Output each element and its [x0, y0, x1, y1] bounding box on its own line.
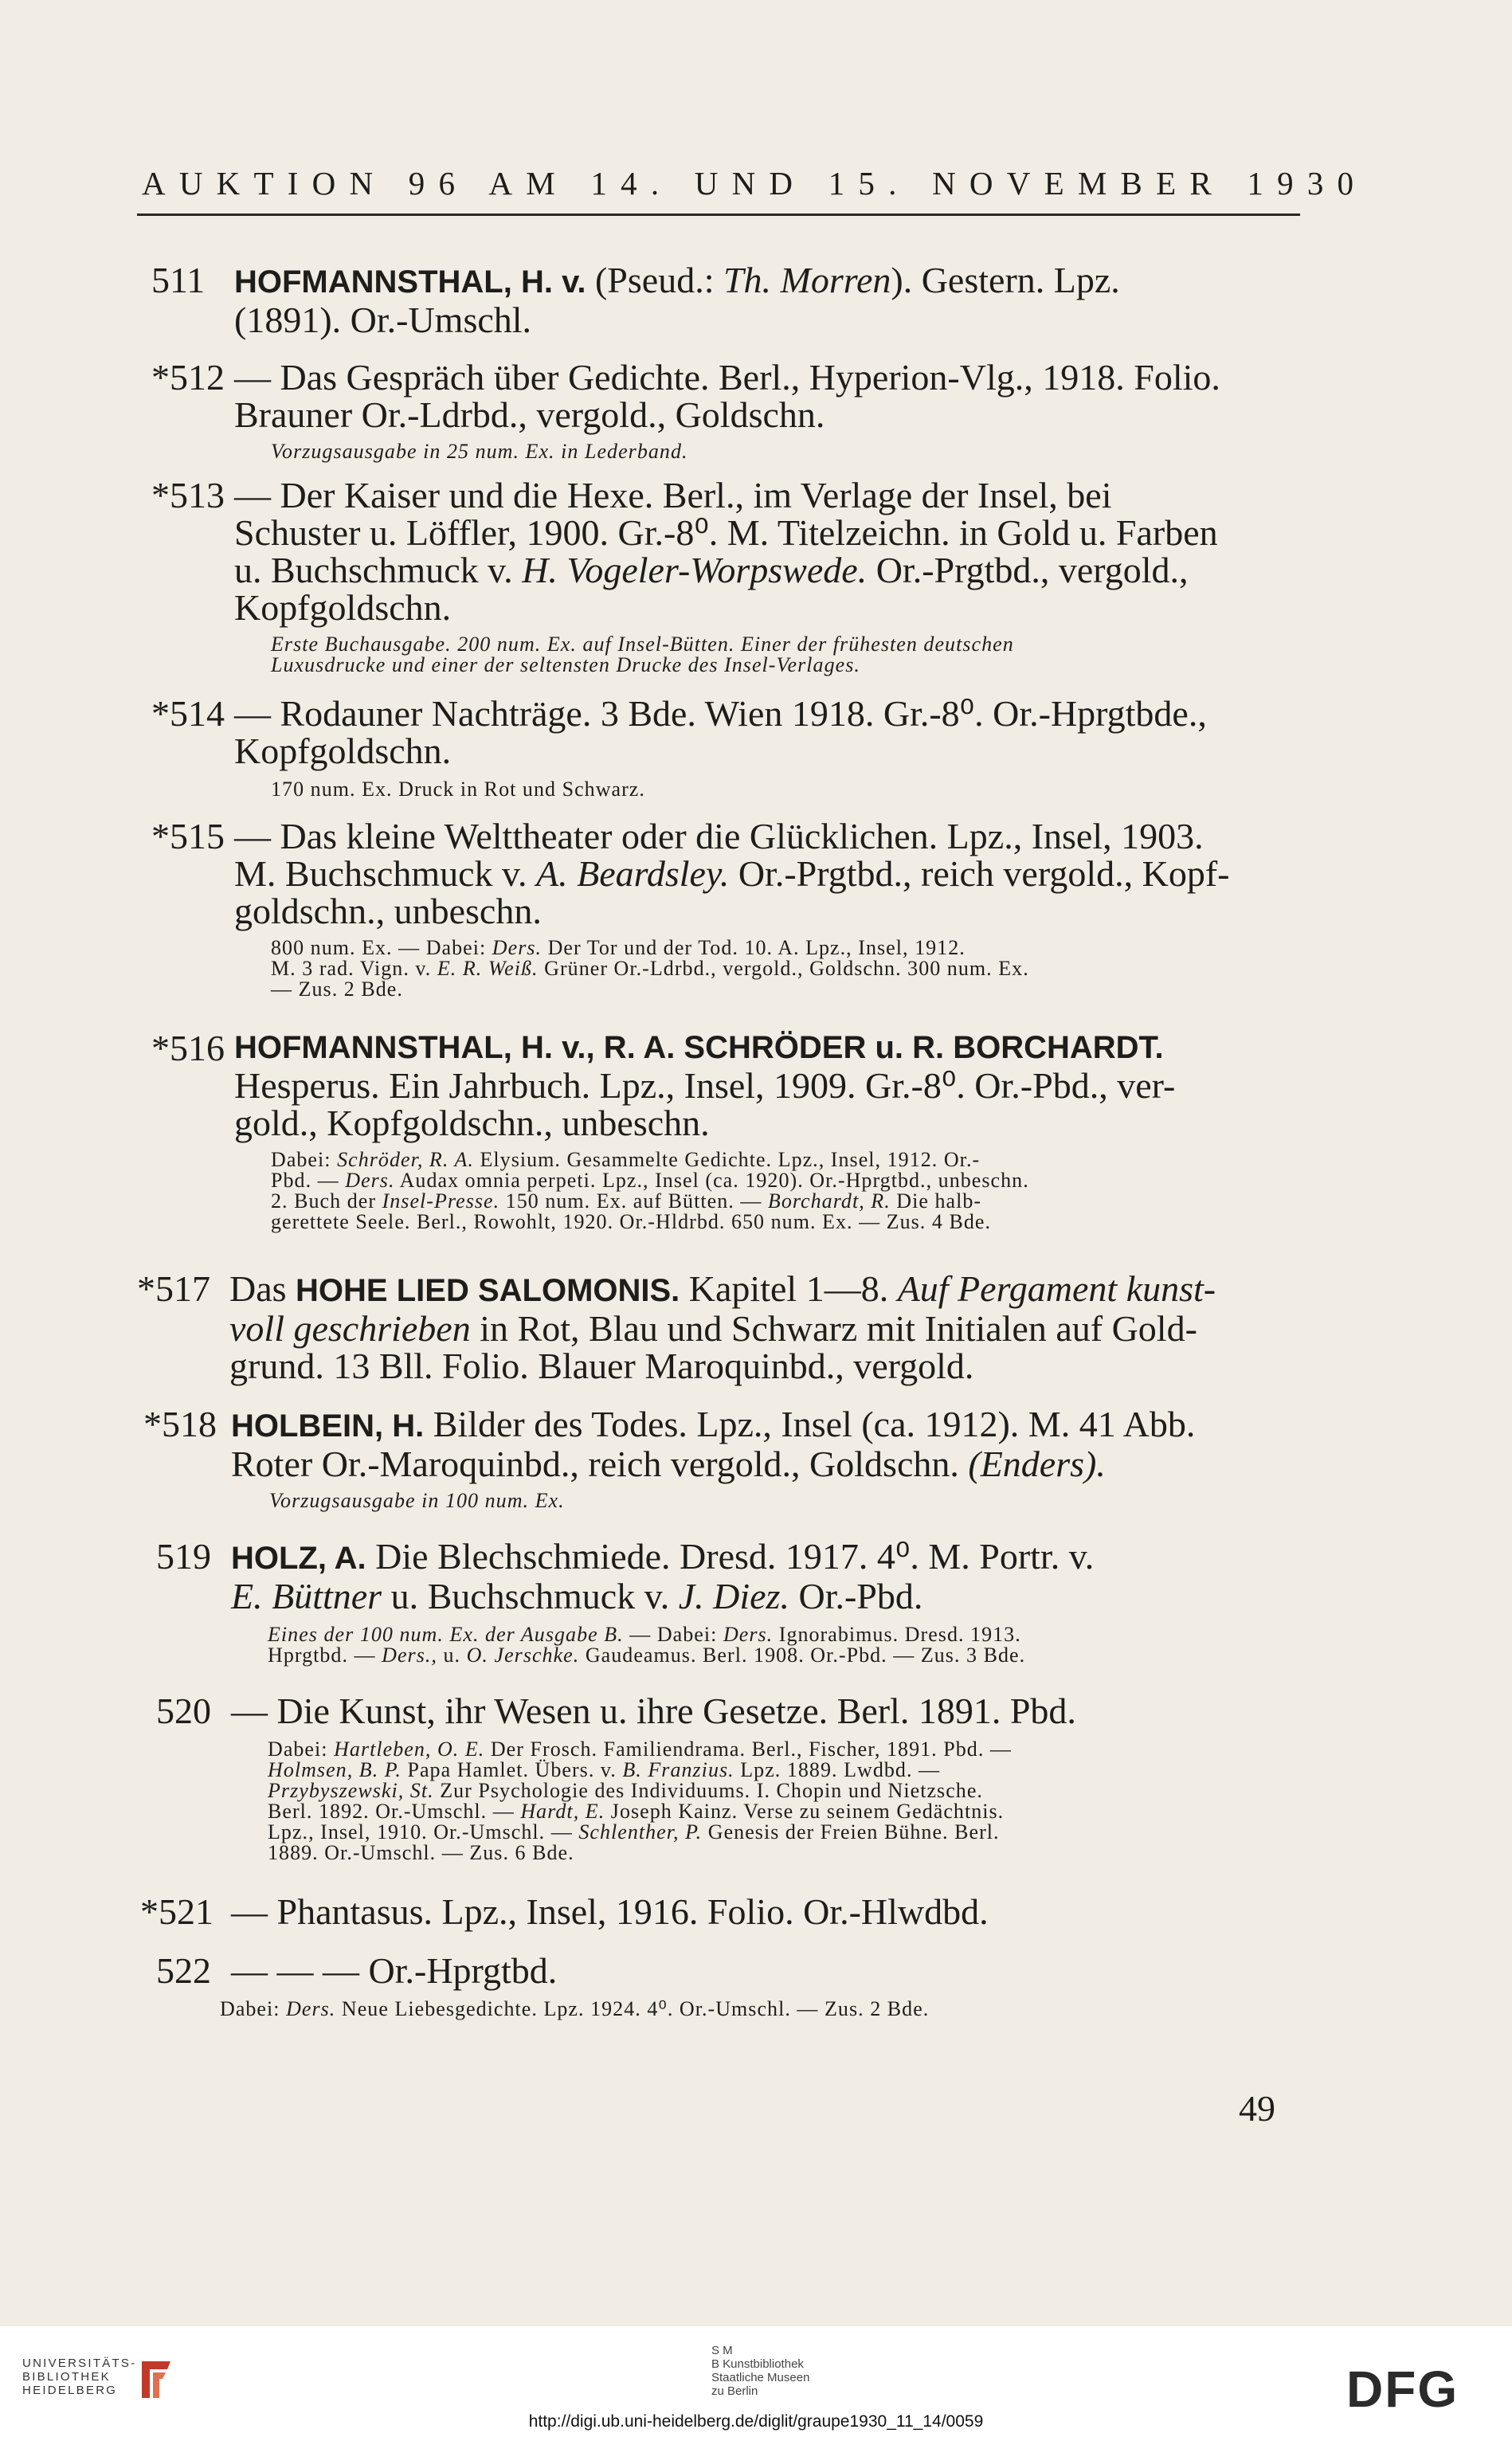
running-header: AUKTION 96 AM 14. UND 15. NOVEMBER 1930: [142, 165, 1368, 202]
lot-note: — Zus. 2 Bde.: [271, 978, 403, 1001]
lot-number: *521: [140, 1891, 213, 1932]
author: HOFMANNSTHAL, H. v., R. A. SCHRÖDER u. R. BORCHARDT.: [234, 1030, 1164, 1065]
lot-number: *517: [137, 1268, 210, 1309]
lot-note: Erste Buchausgabe. 200 num. Ex. auf Insel-Bütten. Einer der frühesten deutschen: [271, 633, 1014, 656]
lot-number: *516: [151, 1028, 225, 1068]
lot-note: Eines der 100 num. Ex. der Ausgabe B. — Dabei: Ders. Ignorabimus. Dresd. 1913.: [268, 1623, 1021, 1646]
lot-note: 1889. Or.-Umschl. — Zus. 6 Bde.: [268, 1841, 574, 1864]
lot-note: M. 3 rad. Vign. v. E. R. Weiß. Grüner Or.-Ldrbd., vergold., Goldschn. 300 num. Ex.: [271, 957, 1029, 980]
lot-512: *512 — Das Gespräch über Gedichte. Berl., Hyperion-Vlg., 1918. Folio. Brauner Or.-Ldrbd., vergold., Goldschn. Vorzugsausgabe in 25 num. Ex. in Lederband.: [151, 358, 1299, 462]
footer-bar: [0, 2326, 1512, 2437]
lot-note: Lpz., Insel, 1910. Or.-Umschl. — Schlenther, P. Genesis der Freien Bühne. Berl.: [268, 1820, 1000, 1843]
lot-note: 170 num. Ex. Druck in Rot und Schwarz.: [271, 778, 645, 801]
university-logo-icon: [135, 2355, 183, 2403]
lot-note: Vorzugsausgabe in 25 num. Ex. in Lederband.: [271, 440, 688, 463]
lot-number: *513: [151, 475, 225, 515]
author: HOLBEIN, H.: [231, 1409, 425, 1444]
lot-518: *518 HOLBEIN, H. Bilder des Todes. Lpz., Insel (ca. 1912). M. 41 Abb. Roter Or.-Maroquinbd., reich vergold., Goldschn. (Enders). Vorzugsausgabe in 100 num. Ex.: [143, 1405, 1291, 1511]
lot-516: *516 HOFMANNSTHAL, H. v., R. A. SCHRÖDER u. R. BORCHARDT. Hesperus. Ein Jahrbuch. Lpz., Insel, 1909. Gr.-8⁰. Or.-Pbd., ver- gold., Kopfgoldschn., unbeschn. Dabei: Schröder, R. A. Elysium. Gesammelte Gedichte. Lpz., Insel, 1912. Or.- Pbd. — Ders. Audax omnia perpeti. Lpz., Insel (ca. 1920). Or.-Hprgtbd., unbeschn. 2. Buch der Insel-Presse. 150 num. Ex. auf Bütten. — Borchardt, R. Die halb- gerettete Seele. Berl., Rowohlt, 1920. Or.-Hldrbd. 650 num. Ex. — Zus. 4 Bde.: [151, 1029, 1299, 1232]
lot-513: *513 — Der Kaiser und die Hexe. Berl., im Verlage der Insel, bei Schuster u. Löffler, 1900. Gr.-8⁰. M. Titelzeichn. in Gold u. Farben u. Buchschmuck v. H. Vogeler-Worpswede. Or.-Prgtbd., vergold., Kopfgoldschn. Erste Buchausgabe. 200 num. Ex. auf Insel-Bütten. Einer der frühesten deutschen Luxusdrucke und einer der seltensten Drucke des Insel-Verlages.: [151, 476, 1299, 676]
lot-note: 800 num. Ex. — Dabei: Ders. Der Tor und der Tod. 10. A. Lpz., Insel, 1912.: [271, 936, 966, 959]
lot-number: *515: [151, 816, 225, 856]
lot-note: Dabei: Hartleben, O. E. Der Frosch. Familiendrama. Berl., Fischer, 1891. Pbd. —: [268, 1738, 1012, 1761]
source-url-link[interactable]: http://digi.ub.uni-heidelberg.de/diglit/graupe1930_11_14/0059: [528, 2412, 984, 2431]
lot-note: Dabei: Schröder, R. A. Elysium. Gesammelte Gedichte. Lpz., Insel, 1912. Or.-: [271, 1148, 981, 1171]
lot-number: 511: [151, 260, 206, 300]
lot-522: 522 — — — Or.-Hprgtbd. Dabei: Ders. Neue Liebesgedichte. Lpz. 1924. 4⁰. Or.-Umschl. — Zus. 2 Bde.: [156, 1952, 1303, 2020]
university-library-label: UNIVERSITÄTS- BIBLIOTHEK HEIDELBERG: [22, 2357, 137, 2397]
lot-515: *515 — Das kleine Welttheater oder die Glücklichen. Lpz., Insel, 1903. M. Buchschmuck v. A. Beardsley. Or.-Prgtbd., reich vergold., Kopf- goldschn., unbeschn. 800 num. Ex. — Dabei: Ders. Der Tor und der Tod. 10. A. Lpz., Insel, 1912. M. 3 rad. Vign. v. E. R. Weiß. Grüner Or.-Ldrbd., vergold., Goldschn. 300 num. Ex. — Zus. 2 Bde.: [151, 817, 1299, 1000]
lot-number: *514: [151, 693, 225, 734]
lot-note: Berl. 1892. Or.-Umschl. — Hardt, E. Joseph Kainz. Verse zu seinem Gedächtnis.: [268, 1800, 1005, 1823]
sm-kunstbibliothek-label: S M B Kunstbibliothek Staatliche Museen zu Berlin: [711, 2344, 810, 2398]
lot-511: 511 HOFMANNSTHAL, H. v. (Pseud.: Th. Morren). Gestern. Lpz. (1891). Or.-Umschl.: [151, 260, 1120, 340]
lot-note: Vorzugsausgabe in 100 num. Ex.: [269, 1489, 565, 1512]
author: HOLZ, A.: [231, 1541, 366, 1576]
dfg-logo: DFG: [1346, 2361, 1459, 2418]
lot-number: 519: [156, 1536, 211, 1577]
lot-note: Luxusdrucke und einer der seltensten Drucke des Insel-Verlages.: [271, 653, 860, 676]
lot-note: Hprgtbd. — Ders., u. O. Jerschke. Gaudeamus. Berl. 1908. Or.-Pbd. — Zus. 3 Bde.: [268, 1644, 1026, 1667]
author: HOFMANNSTHAL, H. v.: [234, 264, 586, 300]
lot-note: Dabei: Ders. Neue Liebesgedichte. Lpz. 1924. 4⁰. Or.-Umschl. — Zus. 2 Bde.: [220, 1997, 930, 2020]
lot-number: *518: [143, 1404, 217, 1444]
lot-514: *514 — Rodauner Nachträge. 3 Bde. Wien 1918. Gr.-8⁰. Or.-Hprgtbde., Kopfgoldschn. 170 num. Ex. Druck in Rot und Schwarz.: [151, 695, 1299, 800]
lot-number: 520: [156, 1691, 211, 1731]
lot-519: 519 HOLZ, A. Die Blechschmiede. Dresd. 1917. 4⁰. M. Portr. v. E. Büttner u. Buchschmuck v. J. Diez. Or.-Pbd. Eines der 100 num. Ex. der Ausgabe B. — Dabei: Ders. Ignorabimus. Dresd. 1913. Hprgtbd. — Ders., u. O. Jerschke. Gaudeamus. Berl. 1908. Or.-Pbd. — Zus. 3 Bde.: [156, 1538, 1303, 1666]
page-number: 49: [1239, 2088, 1275, 2129]
lot-note: Holmsen, B. P. Papa Hamlet. Übers. v. B. Franzius. Lpz. 1889. Lwdbd. —: [268, 1758, 941, 1781]
lot-number: *512: [151, 357, 225, 398]
lot-521: *521 — Phantasus. Lpz., Insel, 1916. Folio. Or.-Hlwdbd.: [140, 1891, 989, 1932]
lot-note: 2. Buch der Insel-Presse. 150 num. Ex. auf Bütten. — Borchardt, R. Die halb-: [271, 1189, 982, 1213]
lot-number: 522: [156, 1950, 211, 1991]
lot-517: *517 Das HOHE LIED SALOMONIS. Kapitel 1—8. Auf Pergament kunst- voll geschrieben in Rot, Blau und Schwarz mit Initialen auf Gold- grund. 13 Bll. Folio. Blauer Maroquinbd., vergold.: [137, 1268, 1216, 1386]
lot-520: 520 — Die Kunst, ihr Wesen u. ihre Gesetze. Berl. 1891. Pbd. Dabei: Hartleben, O. E. Der Frosch. Familiendrama. Berl., Fischer, 1891. Pbd. — Holmsen, B. P. Papa Hamlet. Übers. v. B. Franzius. Lpz. 1889. Lwdbd. — Przybyszewski, St. Zur Psychologie des Individuums. I. Chopin und Nietzsche. Berl. 1892. Or.-Umschl. — Hardt, E. Joseph Kainz. Verse zu seinem Gedächtnis. Lpz., Insel, 1910. Or.-Umschl. — Schlenther, P. Genesis der Freien Bühne. Berl. 1889. Or.-Umschl. — Zus. 6 Bde.: [156, 1692, 1303, 1863]
lot-note: gerettete Seele. Berl., Rowohlt, 1920. Or.-Hldrbd. 650 num. Ex. — Zus. 4 Bde.: [271, 1210, 992, 1233]
lot-note: Pbd. — Ders. Audax omnia perpeti. Lpz., Insel (ca. 1920). Or.-Hprgtbd., unbeschn.: [271, 1169, 1029, 1192]
header-rule: [137, 214, 1300, 216]
lot-note: Przybyszewski, St. Zur Psychologie des Individuums. I. Chopin und Nietzsche.: [268, 1779, 983, 1802]
